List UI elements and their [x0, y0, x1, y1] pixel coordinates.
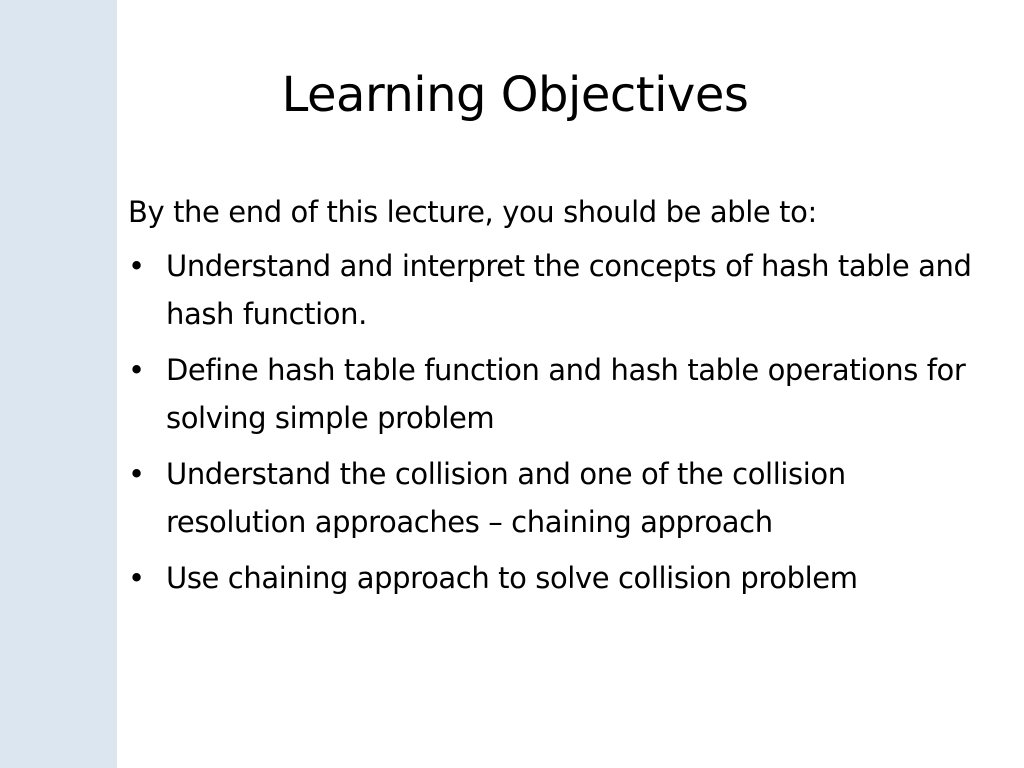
bullet-icon: • — [128, 249, 145, 283]
intro-text: By the end of this lecture, you should be able to: — [128, 195, 817, 229]
slide-body — [128, 188, 988, 610]
list-item — [128, 450, 988, 546]
list-item — [128, 554, 988, 602]
list-item-text: Understand and interpret the concepts of hash table and hash function. — [166, 249, 972, 331]
list-item-text: Use chaining approach to solve collision problem — [166, 561, 858, 595]
list-item — [128, 346, 988, 442]
bullet-icon: • — [128, 561, 145, 595]
bullet-icon: • — [128, 457, 145, 491]
list-item-text: Understand the collision and one of the collision resolution approaches – chaining approach — [166, 457, 846, 539]
list-item — [128, 242, 988, 338]
slide-title: Learning Objectives — [281, 67, 749, 123]
left-accent-band — [0, 0, 117, 768]
objectives-list — [128, 242, 988, 602]
bullet-icon: • — [128, 353, 145, 387]
list-item-text: Define hash table function and hash table operations for solving simple problem — [166, 353, 966, 435]
